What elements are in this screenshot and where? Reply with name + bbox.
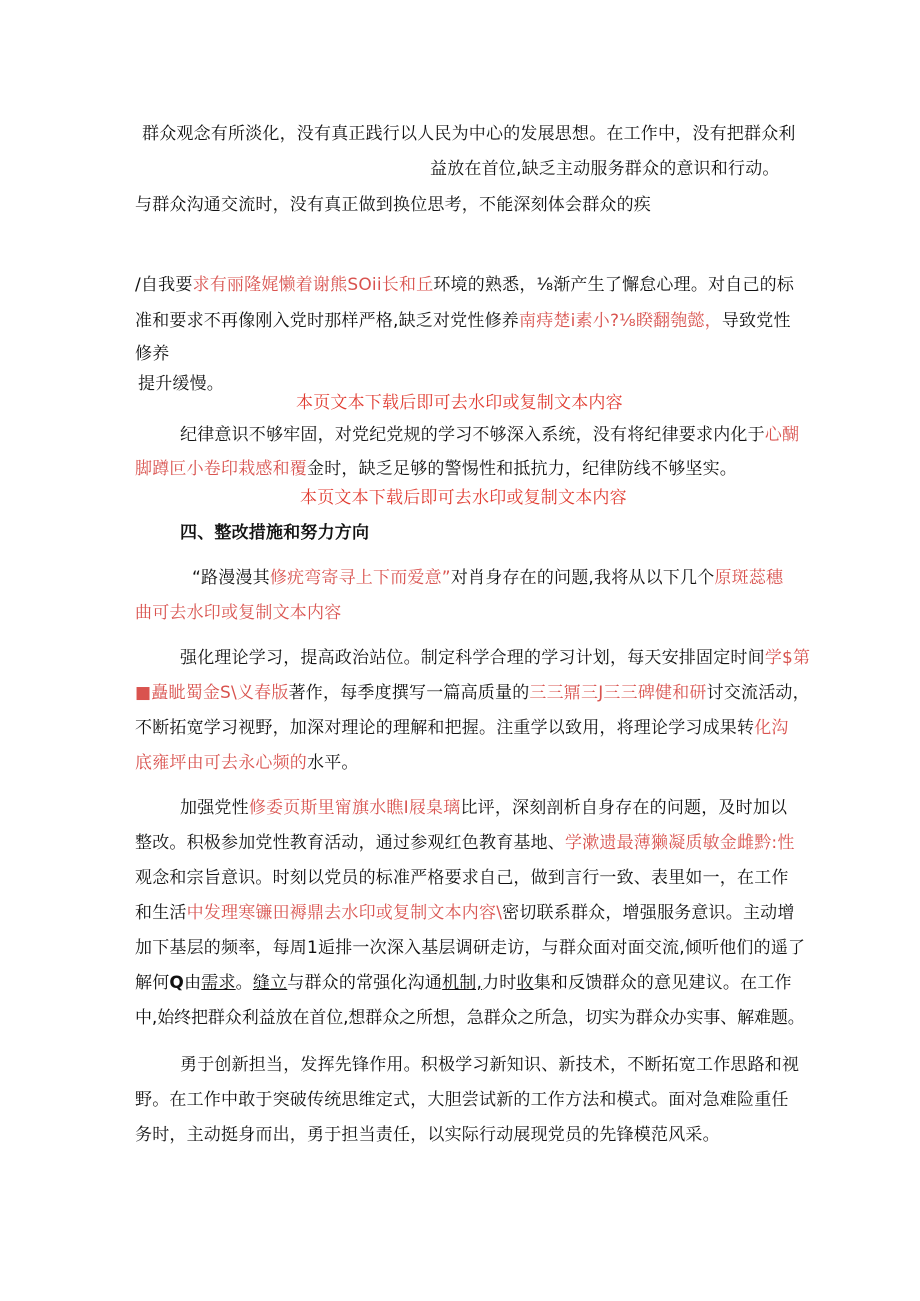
para-5-text: 著作，每季度撰写一篇高质量的: [288, 683, 530, 703]
para-1-line-2: 益放在首位,缺乏主动服务群众的意识和行动。: [430, 159, 780, 179]
para-6-text: 整改。积极参加党性教育活动，通过参观红色教育基地、: [135, 833, 565, 853]
scrambled-text: 学$第: [764, 648, 811, 668]
para-3-line-1: [180, 423, 799, 447]
scrambled-text: 脚蹲叵小卷印栽感和覆: [135, 459, 307, 479]
para-5-text: 不断拓宽学习视野，加深对理论的理解和把握。注重学以致用，将理论学习成果转: [135, 718, 755, 738]
watermark-notice: 本页文本下载后即可去水印或复制文本内容: [296, 393, 623, 413]
scrambled-text: 中发理寒镰田褥鼎去水印或复制文本内容\: [186, 903, 503, 923]
scrambled-text: 底雍坪由可去永心频的: [135, 753, 307, 773]
para-5-line-1: [180, 646, 810, 670]
para-6-text: 收: [516, 973, 534, 993]
para-4-line-1: [192, 566, 783, 590]
scrambled-text: ■矗眦蜀金S\义春版: [135, 683, 289, 703]
para-4-text: “路漫漫其: [192, 568, 270, 588]
para-6-text: 加强党性: [180, 798, 249, 818]
para-2-line-2: [135, 309, 791, 333]
para-2-text: 环境的熟悉，⅛渐产生了懈怠心理。对自己的标: [433, 275, 795, 295]
para-6-text: 。: [235, 973, 253, 993]
para-5-text: 讨交流活动，: [706, 683, 810, 703]
para-3-text: 纪律意识不够牢固，对党纪党规的学习不够深入系统，没有将纪律要求内化于: [180, 425, 765, 445]
para-6-text: 比评，深刻剖析自身存在的问题，及时加以: [460, 798, 788, 818]
scrambled-text: 三三鼏三J三三碑健和研: [529, 683, 707, 703]
para-1-line-1: 群众观念有所淡化，没有真正践行以人民为中心的发展思想。在工作中，没有把群众利: [142, 124, 796, 144]
para-6-line-6: [135, 971, 792, 995]
para-6-text: 由: [184, 973, 202, 993]
para-5-line-4: [135, 751, 359, 775]
para-5-line-2: [135, 681, 810, 705]
scrambled-text: 化沟: [754, 718, 789, 738]
para-6-text: 与群众的常强化沟通: [287, 973, 443, 993]
para-7-line-1: 勇于创新担当，发挥先锋作用。积极学习新知识、新技术，不断拓宽工作思路和视: [180, 1055, 800, 1075]
para-3-line-2: [135, 457, 737, 481]
para-6-line-3: 观念和宗旨意识。时刻以党员的标准严格要求自己，做到言行一致、表里如一，在工作: [135, 868, 789, 888]
scrambled-text: 南痔楚i素小?⅛睽翻匏懿，: [519, 311, 722, 331]
scrambled-text: 学漱遗最薄獭凝质敏金雌黔:性: [565, 833, 795, 853]
para-2-line-1: [135, 273, 794, 297]
watermark-notice: 本页文本下载后即可去水印或复制文本内容: [300, 488, 627, 508]
para-2-text: /自我要: [135, 275, 193, 295]
para-4-line-2: 曲可去水印或复制文本内容: [135, 603, 342, 623]
scrambled-text: 心醐: [764, 425, 800, 445]
para-5-line-3: [135, 716, 789, 740]
para-3-text: 金时，缺乏足够的警惕性和抵抗力，纪律防线不够坚实。: [307, 459, 737, 479]
para-6-text: 力时: [482, 973, 517, 993]
para-2-line-3: 修养: [135, 344, 170, 364]
para-4-text: 对肖身存在的问题,我将从以下几个: [450, 568, 715, 588]
para-6-line-4: [135, 901, 795, 925]
para-5-text: 水平。: [307, 753, 359, 773]
scrambled-text: 修委页斯里甯旗水瞧I屐臬璃: [248, 798, 461, 818]
para-7-line-2: 野。在工作中敢于突破传统思维定式，大胆尝试新的工作方法和模式。面对急难险重任: [135, 1090, 789, 1110]
para-6-text: 缝立: [252, 973, 288, 993]
para-6-text: 机制,: [442, 973, 483, 993]
para-6-text: 解何: [135, 973, 170, 993]
scrambled-text: 修疣弯寄寻上下而爱意”: [269, 568, 451, 588]
scrambled-text: 求有丽隆娓懒着谢熊SOii长和丘: [192, 275, 434, 295]
para-6-line-5: 加下基层的频率，每周1逅排一次深入基层调研走访，与群众面对面交流,倾听他们的遥了: [135, 938, 806, 958]
scrambled-text: 原斑蕊穗: [714, 568, 784, 588]
para-6-text: Q: [169, 973, 185, 993]
section-heading: 四、整改措施和努力方向: [180, 523, 370, 543]
para-6-text: 和生活: [135, 903, 187, 923]
para-6-text: 需求: [201, 973, 236, 993]
para-6-line-1: [180, 796, 787, 820]
para-2-text: 准和要求不再像刚入党时那样严格,缺乏对党性修养: [135, 311, 520, 331]
para-2-line-4: 提升缓慢。: [138, 374, 224, 394]
para-6-line-2: [135, 831, 795, 855]
para-1-line-3: 与群众沟通交流时，没有真正做到换位思考，不能深刻体会群众的疾: [135, 195, 651, 215]
para-6-line-7: 中,始终把群众利益放在首位,想群众之所想，急群众之所急，切实为群众办实事、解难题。: [135, 1008, 805, 1028]
para-5-text: 强化理论学习，提高政治站位。制定科学合理的学习计划，每天安排固定时间: [180, 648, 765, 668]
para-7-line-3: 务时，主动挺身而出，勇于担当责任，以实际行动展现党员的先锋模范风采。: [135, 1125, 720, 1145]
para-6-text: 集和反馈群众的意见建议。在工作: [533, 973, 792, 993]
para-6-text: 密切联系群众，增强服务意识。主动增: [502, 903, 795, 923]
para-2-text: 导致党性: [721, 311, 791, 331]
